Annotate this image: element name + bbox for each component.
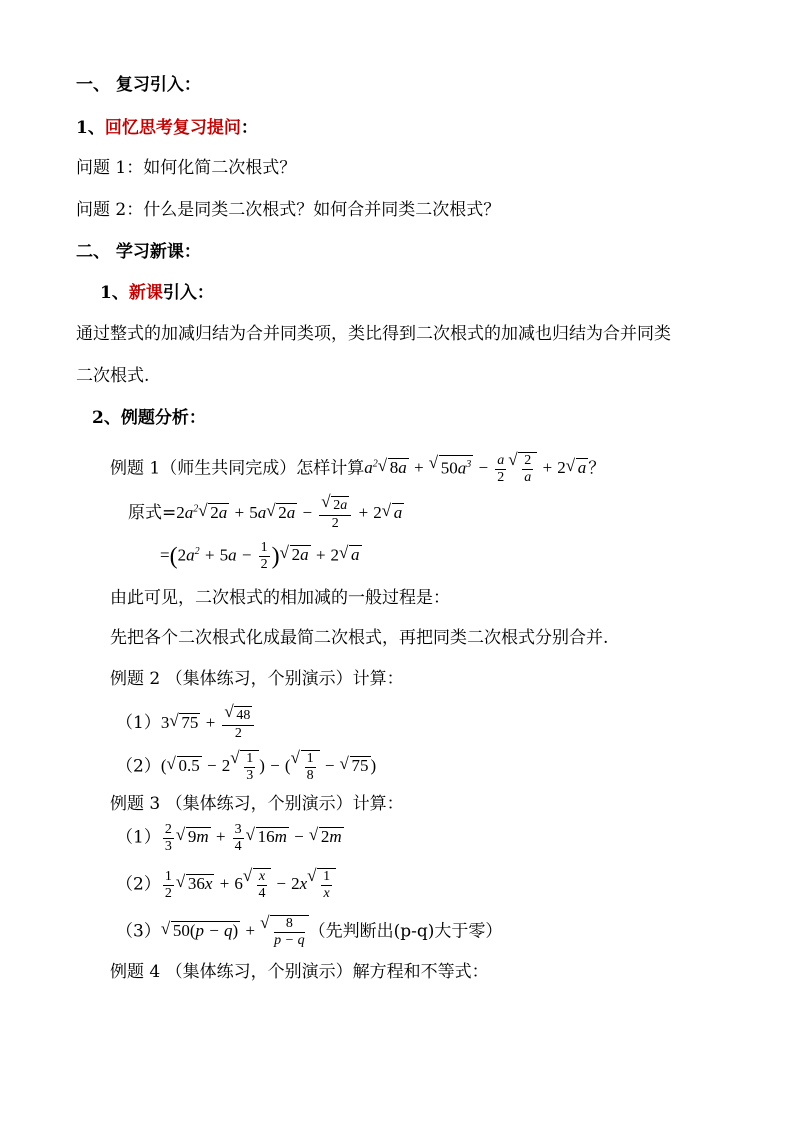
- conclusion-line-2: 先把各个二次根式化成最简二次根式，再把同类二次根式分别合并.: [110, 628, 609, 648]
- example-3-part-1: [116, 822, 344, 855]
- section-heading-new-lesson: 二、 学习新课：: [76, 242, 201, 262]
- example-1-solution-step-2: $=(2a^2 + 5a$ − $\frac{1}{2}$ )√ 2a + 2√ a: [160, 540, 362, 573]
- item-number: 1、: [76, 118, 105, 138]
- example-3-part-3-note: （先判断出(p-q)大于零）: [308, 921, 503, 942]
- example-2-part-1-formula: 3√ 75 + √ $\frac{48}{2}$: [161, 713, 256, 732]
- example-2-part-2-formula: (√ 0.5 − 2 √ $\frac{1}{3}$ ) − ( √ $\frac{1}{8}$ − √ 75 ): [161, 756, 376, 775]
- example-3-part-3: [116, 915, 502, 949]
- item-colon: ：: [240, 118, 258, 138]
- part-label: （1）: [116, 827, 161, 848]
- question-1: 问题 1：如何化简二次根式？: [76, 158, 297, 178]
- example-2-part-2: [116, 750, 376, 784]
- example-3-part-3-formula: √ 50(p − q) + √ $\frac{8}{p - q}$: [161, 921, 309, 940]
- conclusion-line-1: 由此可见，二次根式的相加减的一般过程是：: [110, 588, 450, 608]
- solution-step-1-formula: $2a^2√$ 2a + 5a√ 2a − √ $\frac{2a}{2}$ + 2√ a: [176, 503, 404, 522]
- part-label: （2）: [116, 874, 161, 895]
- example-2-part-1: [116, 706, 256, 742]
- part-label: （1）: [116, 712, 161, 733]
- intro-paragraph-line-1: 通过整式的加减归结为合并同类项，类比得到二次根式的加减也归结为合并同类: [76, 324, 671, 344]
- item-number: 1、: [100, 283, 129, 303]
- example-1-solution-step-1: [128, 496, 404, 532]
- example-3-part-2-formula: $\frac{1}{2}$ √ 36x + 6 √ $\frac{x}{4}$ − 2x √ $\frac{1}{x}$: [161, 874, 336, 893]
- item-recall-questions: [76, 118, 258, 138]
- example-3-part-1-formula: $\frac{2}{3}$ √ 9m + $\frac{3}{4}$ √ 16m − √ 2m: [161, 827, 344, 846]
- part-label: （2）: [116, 756, 161, 777]
- item-label-red: 回忆思考复习提问: [104, 118, 241, 138]
- solution-label: 原式=: [128, 502, 177, 523]
- section-heading-review: 一、 复习引入：: [76, 75, 201, 95]
- example-1: [110, 452, 605, 486]
- item-example-analysis: 2、例题分析：: [92, 408, 206, 428]
- item-new-lesson-intro: [100, 283, 214, 303]
- question-2: 问题 2：什么是同类二次根式？如何合并同类二次根式？: [76, 200, 501, 220]
- example-4-title: 例题 4 （集体练习，个别演示）解方程和不等式：: [110, 962, 489, 982]
- item-label: 引入：: [162, 283, 214, 303]
- example-3-title: 例题 3 （集体练习，个别演示）计算：: [110, 794, 404, 814]
- example-1-prefix: 例题 1（师生共同完成）怎样计算: [110, 458, 365, 479]
- item-red-text: 新课: [128, 283, 163, 303]
- example-2-title: 例题 2 （集体练习，个别演示）计算：: [110, 669, 404, 689]
- part-label: （3）: [116, 921, 161, 942]
- example-3-part-2: [116, 868, 336, 902]
- example-1-suffix: ？: [588, 458, 606, 479]
- intro-paragraph-line-2: 二次根式.: [76, 366, 150, 386]
- example-1-formula: $a^2√$ 8a + √ $50a^3$ − $\frac{a}{2}$ √ $\frac{2}{a}$ + 2√ a: [364, 458, 588, 477]
